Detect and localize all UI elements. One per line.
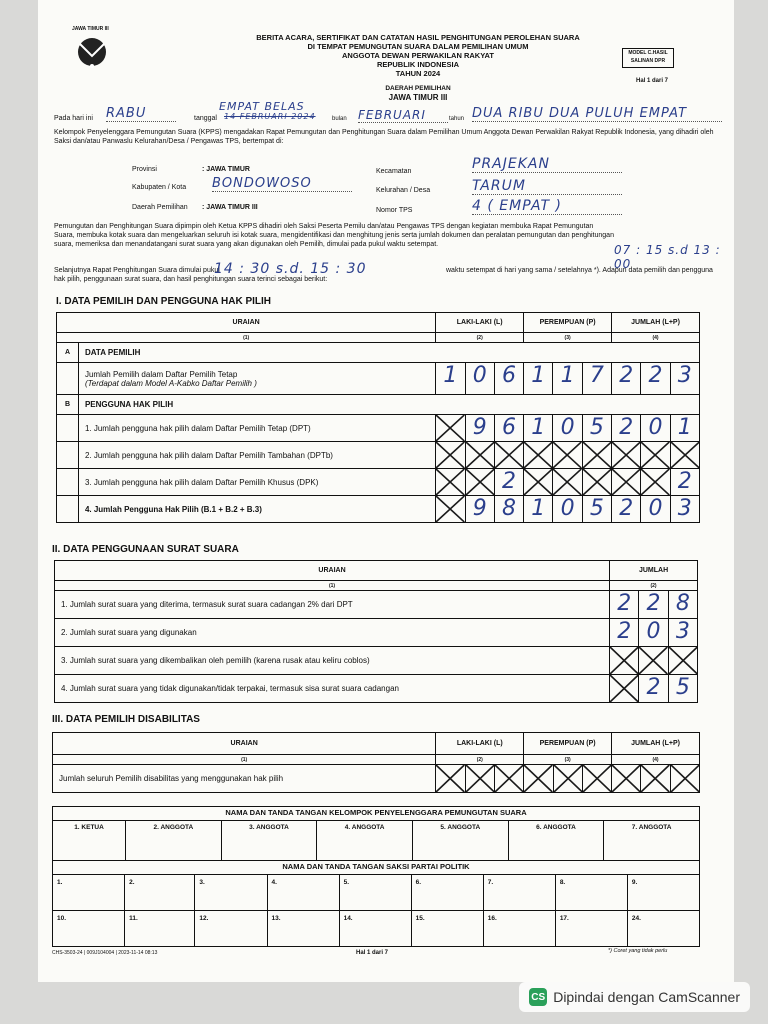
ss3-box xyxy=(638,647,667,674)
b3-box xyxy=(436,469,464,495)
ss-values-3[interactable] xyxy=(610,647,698,675)
ss-row-1: 1. Jumlah surat suara yang diterima, termasuk surat suara cadangan 2% dari DPT xyxy=(55,591,610,619)
b4-box: 9 xyxy=(465,496,494,522)
tanggal-struck: 14 FEBRUARI 2024 xyxy=(224,112,316,121)
disabilitas-box xyxy=(465,765,494,792)
b4-values[interactable] xyxy=(436,496,700,523)
b2-box xyxy=(436,442,464,468)
saksi-signature-cell[interactable]: 8. xyxy=(555,875,627,911)
section-b-title: PENGGUNA HAK PILIH xyxy=(78,395,699,415)
section3-table: URAIAN LAKI-LAKI (L) PEREMPUAN (P) JUMLAH (L+P) (1) (2) (3) (4) Jumlah seluruh Pemilih disabilitas yang menggunakan hak pilih xyxy=(52,732,700,793)
disabilitas-row: Jumlah seluruh Pemilih disabilitas yang menggunakan hak pilih xyxy=(53,765,436,793)
ss4-box xyxy=(610,675,638,702)
count-paragraph-rest: waktu setempat di hari yang sama / setelahnya *). Adapun data pemilih dan pengguna hak pilih, penggunaan surat suara, dan hasil penghitungan suara terinci sebagai berikut: xyxy=(54,267,713,283)
footer-page: Hal 1 dari 7 xyxy=(356,950,389,956)
title-line: BERITA ACARA, SERTIFIKAT DAN CATATAN HASIL PENGHITUNGAN PEROLEHAN SUARA xyxy=(256,33,580,42)
b2-box xyxy=(523,442,552,468)
saksi-signature-cell[interactable]: 17. xyxy=(555,911,627,947)
b4-box: 0 xyxy=(552,496,581,522)
tps-field[interactable]: 4 ( EMPAT ) xyxy=(472,198,622,215)
kpps-signature-cell[interactable]: 1. KETUA xyxy=(53,821,126,861)
dpt-box: 1 xyxy=(523,363,552,394)
saksi-signature-cell[interactable]: 11. xyxy=(125,911,195,947)
dpt-box: 3 xyxy=(670,363,699,394)
kabupaten-field[interactable]: BONDOWOSO xyxy=(212,176,352,192)
saksi-signature-cell[interactable]: 9. xyxy=(627,875,699,911)
b2-box xyxy=(494,442,523,468)
kpu-logo xyxy=(68,26,116,78)
kecamatan-field[interactable]: PRAJEKAN xyxy=(472,156,622,173)
ss-values-4[interactable] xyxy=(610,675,698,703)
dpt-row-label: Jumlah Pemilih dalam Daftar Pemilih Tetap (Terdapat dalam Model A-Kabko Daftar Pemilih ) xyxy=(78,363,435,395)
dpt-values[interactable] xyxy=(436,363,700,395)
b3-box xyxy=(582,469,611,495)
kpps-signature-cell[interactable]: 5. ANGGOTA xyxy=(412,821,508,861)
b4-box: 0 xyxy=(640,496,669,522)
disabilitas-box xyxy=(611,765,640,792)
disabilitas-values[interactable] xyxy=(436,765,700,793)
ss-row-2: 2. Jumlah surat suara yang digunakan xyxy=(55,619,610,647)
b2-values[interactable] xyxy=(436,442,700,469)
page-number: Hal 1 dari 7 xyxy=(636,78,669,84)
document-page xyxy=(38,0,734,982)
b1-box: 0 xyxy=(552,415,581,441)
title-line: TAHUN 2024 xyxy=(395,69,441,78)
b1-box: 2 xyxy=(611,415,640,441)
saksi-signature-cell[interactable]: 5. xyxy=(339,875,411,911)
b2-box xyxy=(670,442,699,468)
dpt-box: 1 xyxy=(443,363,458,388)
saksi-signature-cell[interactable]: 16. xyxy=(483,911,555,947)
kpps-signature-cell[interactable]: 4. ANGGOTA xyxy=(317,821,413,861)
disabilitas-box xyxy=(494,765,523,792)
kpps-signature-cell[interactable]: 2. ANGGOTA xyxy=(126,821,222,861)
ss1-box: 2 xyxy=(617,591,632,616)
b1-values[interactable] xyxy=(436,415,700,442)
intro-line: Pada hari ini RABU tanggal EMPAT BELAS 14 FEBRUARI 2024 bulan FEBRUARI tahun DUA RIBU DUA PULUH EMPAT xyxy=(54,106,724,126)
saksi-signature-cell[interactable]: 14. xyxy=(339,911,411,947)
ss-values-1[interactable] xyxy=(610,591,698,619)
procedure-paragraph: Pemungutan dan Penghitungan Suara dipimpin oleh Ketua KPPS dihadiri oleh Saksi Peserta Pemilu dan/atau Pengawas TPS dengan kegiatan membuka Rapat Pemungutan Suara, membuka kotak suara dan mengeluarkan seluruh isi kotak suara, mengidentifikasi dan menghitung jenis serta jumlah dokumen dan peralatan pemungutan dan penghitungan suara, memeriksa dan menandatangani surat suara yang akan digunakan oleh Pemilih, dimulai pada pukul waktu setempat. xyxy=(54,223,614,248)
section1-table: URAIAN LAKI-LAKI (L) PEREMPUAN (P) JUMLAH (L+P) (1) (2) (3) (4) A DATA PEMILIH Jumlah Pemilih dalam Daftar Pemilih Tetap (Terdapat dalam Model A-Kabko Daftar Pemilih ) 1 0 6 1 1 7 2 2 3 B PENGGUNA HAK PILIH 1. Jumlah pengguna hak pilih dalam Daftar Pemilih Tetap (DPT) 9 6 1 0 5 2 0 1 2. Jumlah pengguna hak pilih dalam Daftar Pemilih Tambahan (DPTb) 3. Jumlah pengguna hak pilih dalam Daftar Pemilih Khusus (DPK) 2 2 4. Jumlah Pengguna Hak Pilih (B.1 + B.2 + B.3) 9 8 1 0 5 2 0 3 xyxy=(56,312,700,523)
bulan-field[interactable]: FEBRUARI xyxy=(358,108,448,123)
form-title xyxy=(188,33,648,78)
ss-row-4: 4. Jumlah surat suara yang tidak digunakan/tidak terpakai, termasuk sisa surat suara cadangan xyxy=(55,675,610,703)
disabilitas-box xyxy=(640,765,669,792)
b3-box: 2 xyxy=(494,469,523,495)
dpt-box: 1 xyxy=(552,363,581,394)
col-uraian: URAIAN xyxy=(57,313,436,333)
saksi-signature-cell[interactable]: 13. xyxy=(267,911,339,947)
ss2-box: 2 xyxy=(617,619,632,644)
ss1-box: 8 xyxy=(668,591,697,618)
kpps-signature-cell[interactable]: 6. ANGGOTA xyxy=(508,821,604,861)
saksi-signature-cell[interactable]: 12. xyxy=(195,911,267,947)
b2-box xyxy=(640,442,669,468)
dpt-box: 0 xyxy=(465,363,494,394)
b1-box: 1 xyxy=(670,415,699,441)
dapil-heading: DAERAH PEMILIHAN JAWA TIMUR III xyxy=(385,85,451,102)
b4-box: 8 xyxy=(494,496,523,522)
b1-label: 1. Jumlah pengguna hak pilih dalam Daftar Pemilih Tetap (DPT) xyxy=(78,415,435,442)
count-paragraph: Selanjutnya Rapat Penghitungan Suara dimulai pukul xyxy=(54,267,220,274)
tahun-field[interactable]: DUA RIBU DUA PULUH EMPAT xyxy=(472,106,722,122)
b1-box xyxy=(436,415,464,441)
dpt-box: 2 xyxy=(640,363,669,394)
b2-box xyxy=(611,442,640,468)
kpps-signature-table: NAMA DAN TANDA TANGAN KELOMPOK PENYELENGGARA PEMUNGUTAN SUARA 1. KETUA 2. ANGGOTA 3. ANGGOTA 4. ANGGOTA 5. ANGGOTA 6. ANGGOTA 7. ANGGOTA NAMA DAN TANDA TANGAN SAKSI PARTAI POLITIK xyxy=(52,806,700,875)
procedure-time[interactable]: 07 : 15 s.d 13 : 00 xyxy=(614,243,721,271)
b3-values[interactable] xyxy=(436,469,700,496)
disabilitas-box xyxy=(436,765,464,792)
footer-code: CHS-3503-24 | 009J104004 | 2023-11-14 08:13 xyxy=(52,950,158,956)
b4-box: 3 xyxy=(670,496,699,522)
b4-label: 4. Jumlah Pengguna Hak Pilih (B.1 + B.2 + B.3) xyxy=(78,496,435,523)
dpt-box: 2 xyxy=(611,363,640,394)
saksi-signature-cell[interactable]: 2. xyxy=(125,875,195,911)
section2-title: II. DATA PENGGUNAAN SURAT SUARA xyxy=(52,544,239,555)
b1-box: 5 xyxy=(582,415,611,441)
logo-text: JAWA TIMUR III xyxy=(72,26,109,32)
b4-box: 5 xyxy=(582,496,611,522)
ss2-box: 3 xyxy=(668,619,697,646)
disabilitas-box xyxy=(582,765,611,792)
ss1-box: 2 xyxy=(638,591,667,618)
title-line: REPUBLIK INDONESIA xyxy=(376,60,460,69)
col-laki: LAKI-LAKI (L) xyxy=(436,313,524,333)
location-block: Provinsi : JAWA TIMUR Kabupaten / Kota BONDOWOSO Daerah Pemilihan : JAWA TIMUR III Kecamatan PRAJEKAN Kelurahan / Desa TARUM Nomor TPS 4 ( EMPAT ) xyxy=(132,160,712,220)
b2-label: 2. Jumlah pengguna hak pilih dalam Daftar Pemilih Tambahan (DPTb) xyxy=(78,442,435,469)
camscanner-text: Dipindai dengan CamScanner xyxy=(553,989,740,1005)
kpps-signature-cell[interactable]: 3. ANGGOTA xyxy=(221,821,317,861)
tanggal-field[interactable]: EMPAT BELAS xyxy=(219,100,305,113)
ss-row-3: 3. Jumlah surat suara yang dikembalikan oleh pemilih (karena rusak atau keliru coblos) xyxy=(55,647,610,675)
disabilitas-box xyxy=(523,765,552,792)
b1-box: 9 xyxy=(465,415,494,441)
section1-title: I. DATA PEMILIH DAN PENGGUNA HAK PILIH xyxy=(56,296,271,307)
ss3-box xyxy=(610,647,638,674)
saksi-signature-cell[interactable]: 15. xyxy=(411,911,483,947)
dpt-box: 6 xyxy=(494,363,523,394)
b4-box: 1 xyxy=(523,496,552,522)
b3-label: 3. Jumlah pengguna hak pilih dalam Daftar Pemilih Khusus (DPK) xyxy=(78,469,435,496)
b1-box: 0 xyxy=(640,415,669,441)
count-time[interactable]: 14 : 30 s.d. 15 : 30 xyxy=(214,261,367,277)
dpt-box: 7 xyxy=(582,363,611,394)
ss3-box xyxy=(668,647,697,674)
saksi-signature-cell[interactable]: 24. xyxy=(627,911,699,947)
ss2-box: 0 xyxy=(638,619,667,646)
b1-box: 6 xyxy=(494,415,523,441)
ss4-box: 5 xyxy=(668,675,697,702)
b3-box xyxy=(465,469,494,495)
model-box: MODEL C.HASIL SALINAN DPR xyxy=(622,48,674,68)
b3-box xyxy=(523,469,552,495)
disabilitas-box xyxy=(670,765,699,792)
b4-box: 2 xyxy=(611,496,640,522)
b3-box: 2 xyxy=(670,469,699,495)
section3-title: III. DATA PEMILIH DISABILITAS xyxy=(52,714,200,725)
col-jumlah: JUMLAH (L+P) xyxy=(612,313,700,333)
section-a-title: DATA PEMILIH xyxy=(78,343,699,363)
b3-box xyxy=(640,469,669,495)
saksi-signature-table xyxy=(52,874,700,947)
col-perempuan: PEREMPUAN (P) xyxy=(524,313,612,333)
kelurahan-field[interactable]: TARUM xyxy=(472,178,622,195)
b3-box xyxy=(552,469,581,495)
title-line: DI TEMPAT PEMUNGUTAN SUARA DALAM PEMILIHAN UMUM xyxy=(307,42,529,51)
camscanner-icon: CS xyxy=(529,988,547,1006)
footer-note: *) Coret yang tidak perlu xyxy=(608,948,668,954)
b1-box: 1 xyxy=(523,415,552,441)
intro-paragraph: Kelompok Penyelenggara Pemungutan Suara (KPPS) mengadakan Rapat Pemungutan dan Penghitungan Suara dalam Pemilihan Umum Anggota Dewan Perwakilan Rakyat Republik Indonesia, yang dihadiri oleh Saksi dan/atau Panwaslu Kelurahan/Desa / Pengawas TPS, bertempat di: xyxy=(54,129,714,145)
b3-box xyxy=(611,469,640,495)
b2-box xyxy=(582,442,611,468)
camscanner-badge xyxy=(519,982,750,1012)
saksi-signature-cell[interactable]: 1. xyxy=(53,875,125,911)
b2-box xyxy=(552,442,581,468)
ss4-box: 2 xyxy=(638,675,667,702)
saksi-signature-cell[interactable]: 6. xyxy=(411,875,483,911)
kpps-signature-cell[interactable]: 7. ANGGOTA xyxy=(604,821,700,861)
section2-table: URAIAN JUMLAH (1) (2) 1. Jumlah surat suara yang diterima, termasuk surat suara cadangan 2% dari DPT 2 2 8 2. Jumlah surat suara yang digunakan 2 0 3 3. Jumlah surat suara yang dikembalikan oleh pemilih (karena rusak atau keliru coblos) 4. Jumlah surat suara yang tidak digunakan/tidak terpakai, termasuk sisa surat suara cadangan 2 5 xyxy=(54,560,698,703)
b2-box xyxy=(465,442,494,468)
saksi-signature-cell[interactable]: 3. xyxy=(195,875,267,911)
title-line: ANGGOTA DEWAN PERWAKILAN RAKYAT xyxy=(342,51,494,60)
saksi-signature-cell[interactable]: 10. xyxy=(53,911,125,947)
saksi-signature-cell[interactable]: 7. xyxy=(483,875,555,911)
b4-box xyxy=(436,496,464,522)
saksi-signature-cell[interactable]: 4. xyxy=(267,875,339,911)
hari-field[interactable]: RABU xyxy=(106,106,176,122)
ss-values-2[interactable] xyxy=(610,619,698,647)
disabilitas-box xyxy=(553,765,582,792)
